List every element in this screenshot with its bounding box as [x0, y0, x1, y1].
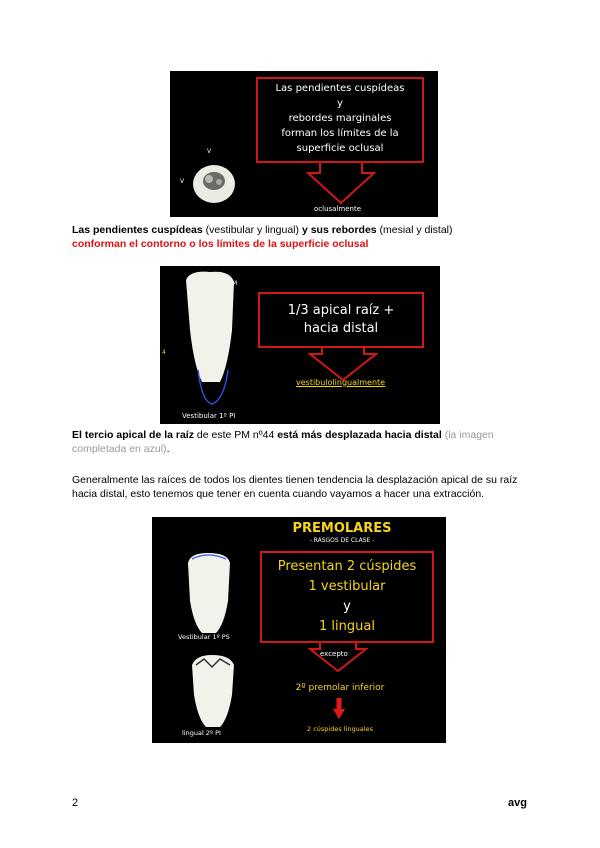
arrow-down-icon — [308, 346, 378, 382]
slide3-line-3: y — [343, 599, 351, 614]
slide3-except: excepto — [320, 650, 348, 658]
slide2-label: vestibulolingualmente — [296, 378, 386, 387]
slide3-second-premolar: 2º premolar inferior — [295, 683, 385, 693]
tooth-letter-right: V — [229, 178, 234, 185]
caption2-bold-b: está más desplazada hacia distal — [277, 429, 442, 441]
slide2-box-text: 1/3 apical raíz + hacia distal — [287, 303, 395, 336]
slide3-title: PREMOLARES — [292, 521, 392, 536]
slide3-cusps: 2 cúspides linguales — [307, 725, 373, 733]
slide-premolars — [152, 517, 446, 743]
slide1-line-4: forman los límites de la — [281, 128, 399, 139]
slide3-subtitle: - RASGOS DE CLASE - — [309, 537, 375, 544]
tooth-occlusal-image — [178, 151, 248, 213]
slide2-text-box — [258, 292, 424, 348]
caption2-period: . — [166, 443, 170, 455]
slide3-text-box — [260, 551, 434, 643]
body-paragraph: Generalmente las raíces de todos los dientes tienen tendencia la desplazación apical de su raíz hacia distal, esto tenemos que tener en cuenta cuando vayamos a hacer una extracción. — [72, 474, 518, 500]
tooth-letter-top: V — [207, 148, 212, 155]
slide1-line-2: y — [337, 98, 343, 109]
caption1-red-line: conforman el contorno o los límites de la superficie oclusal — [72, 238, 369, 250]
slide3-caption-top: Vestibular 1º PS — [178, 633, 230, 641]
slide1-bottom-label: oclusalmente — [314, 205, 362, 213]
slide-apical-root — [160, 266, 440, 424]
caption1-bold-a: Las pendientes cuspídeas — [72, 224, 203, 236]
caption-apical-root — [72, 428, 532, 456]
slide2-caption: Vestibular 1º PI — [182, 412, 236, 420]
caption1-normal-b: (mesial y distal) — [376, 224, 453, 236]
caption-occlusal-limits — [72, 223, 532, 251]
page-number: 2 — [72, 797, 79, 809]
slide3-line-1: Presentan 2 cúspides — [277, 559, 417, 574]
slide1-text-box — [256, 77, 424, 163]
arrow-down-icon — [306, 161, 376, 205]
slide2-corner-left: 4 — [162, 349, 166, 356]
tooth-lingual-image — [186, 651, 240, 729]
caption1-bold-b: y sus rebordes — [301, 224, 377, 236]
slide3-line-4: 1 lingual — [319, 619, 375, 634]
slide2-corner-top: M — [232, 280, 238, 287]
caption2-normal-a: de este PM nº44 — [193, 429, 278, 441]
slide3-line-2: 1 vestibular — [308, 579, 386, 594]
slide1-line-1: Las pendientes cuspídeas — [275, 83, 405, 94]
tooth-root-image — [180, 270, 244, 410]
arrow-down-red-icon — [333, 698, 345, 720]
slide-occlusal-limits — [170, 71, 438, 217]
caption1-normal-a: (vestibular y lingual) — [202, 224, 302, 236]
slide3-caption-bottom: lingual 2º PI — [182, 729, 221, 737]
tooth-vestibular-image — [182, 551, 236, 635]
slide1-line-5: superficie oclusal — [296, 143, 384, 154]
caption2-bold-a: El tercio apical de la raíz — [72, 429, 194, 441]
tooth-letter-left: V — [180, 178, 185, 185]
footer-author: avg — [508, 797, 527, 809]
slide1-line-3: rebordes marginales — [288, 113, 392, 124]
caption2-gray: (la imagen completada en azul) — [72, 429, 494, 455]
